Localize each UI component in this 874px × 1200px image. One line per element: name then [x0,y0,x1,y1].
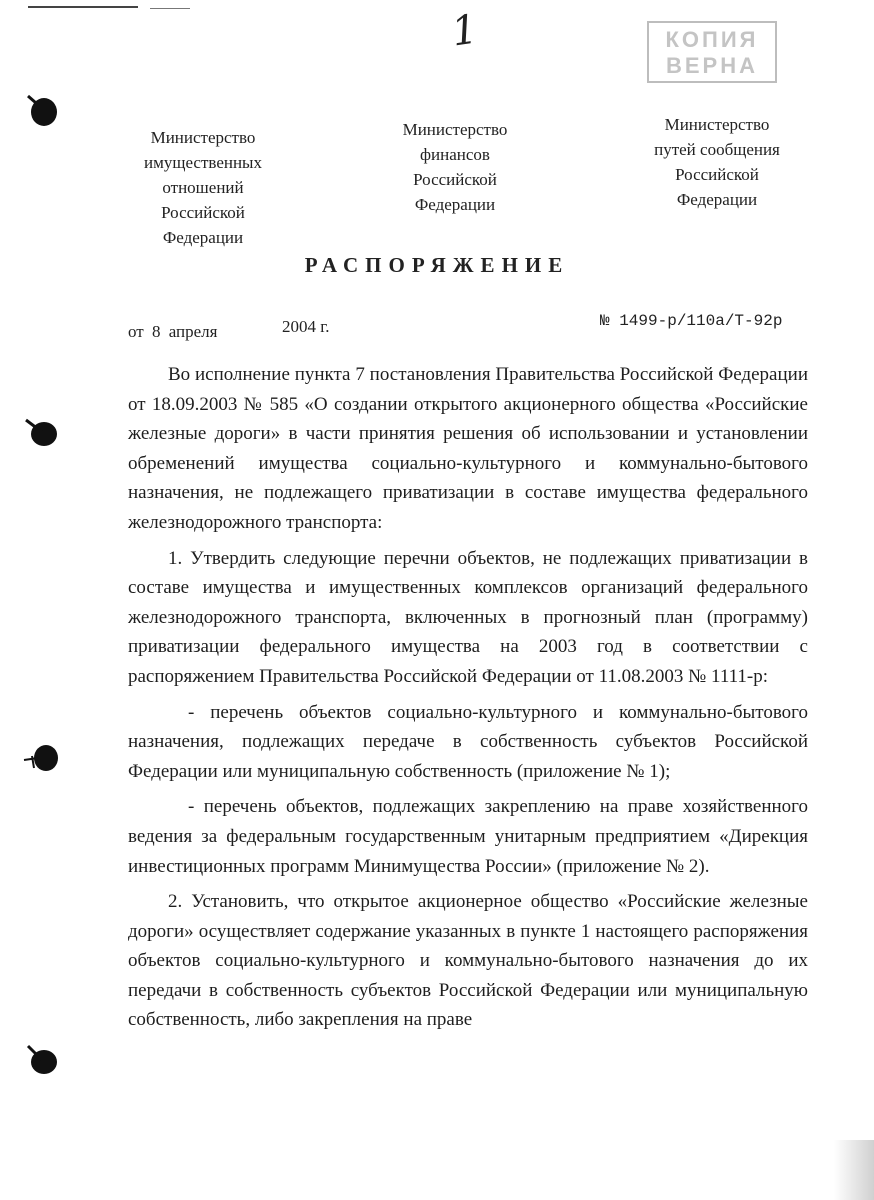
scan-artifact-line [28,6,138,8]
page-number: 1 [448,6,481,56]
preamble-paragraph: Во исполнение пункта 7 постановления Правительства Российской Федерации от 18.09.2003 № 585 «О создании открытого акционерного общества «Российские железные дороги» в части принятия решения об использовании и установлении обременений имущества социально-культурного и коммунально-бытового назначения, не подлежащего приватизации в составе имущества федерального железнодорожного транспорта: [128,364,808,533]
ministry-line: Министерство [402,120,508,139]
ministry-line: Российской [161,203,245,222]
document-number: № 1499-р/110а/Т-92р [600,312,783,330]
date-prefix: от [128,322,144,341]
document-body [128,360,808,1035]
punch-hole-icon [22,412,60,450]
copy-certified-stamp [646,20,778,84]
ministry-railways-block [632,112,802,212]
ministry-finance-block [380,117,530,217]
ministry-line: отношений [162,178,244,197]
ministry-line: Российской [675,165,759,184]
punch-hole-icon [22,738,60,776]
scan-edge-shadow [834,1140,874,1200]
ministry-line: имущественных [144,153,262,172]
stamp-line2: ВЕРНА [665,53,759,78]
punch-hole-icon [22,1040,60,1078]
ministry-line: Федерации [162,228,244,247]
ministry-property-block [118,125,288,250]
ministry-line: Федерации [676,190,758,209]
stamp-line1: КОПИЯ [665,27,759,52]
date-year: 2004 г. [282,317,330,336]
list-item-paragraph: - перечень объектов, подлежащих закреплению на праве хозяйственного ведения за федеральным государственным унитарным предприятием «Дирекция инвестиционных программ Минимущества России» (приложение № 2). [128,796,808,877]
date-month: апреля [168,322,218,341]
punch-hole-icon [22,92,60,130]
clause-2-paragraph: 2. Установить, что открытое акционерное общество «Российские железные дороги» осуществляет содержание указанных в пункте 1 настоящего распоряжения объектов социально-культурного и коммунально-бытового назначения до их передачи в собственность субъектов Российской Федерации или муниципальную собственность, либо закрепления на праве [128,891,808,1031]
scan-artifact-line [150,8,190,9]
document-title: РАСПОРЯЖЕНИЕ [304,253,570,277]
date-day: 8 [151,322,161,341]
document-date [128,322,222,342]
ministry-line: путей сообщения [654,140,780,159]
ministry-line: Министерство [664,115,770,134]
ministry-line: финансов [420,145,490,164]
clause-1-paragraph: 1. Утвердить следующие перечни объектов, не подлежащих приватизации в составе имущества и имущественных комплексов организаций федерального железнодорожного транспорта, включенных в прогнозный план (программу) приватизации федерального имущества на 2003 год в соответствии с распоряжением Правительства Российской Федерации от 11.08.2003 № 1111-р: [128,547,808,687]
ministry-line: Федерации [414,195,496,214]
list-item-paragraph: - перечень объектов социально-культурного и коммунально-бытового назначения, подлежащих передаче в собственность субъектов Российской Федерации или муниципальную собственность (приложение № 1); [128,701,808,782]
ministry-line: Российской [413,170,497,189]
ministry-line: Министерство [150,128,256,147]
